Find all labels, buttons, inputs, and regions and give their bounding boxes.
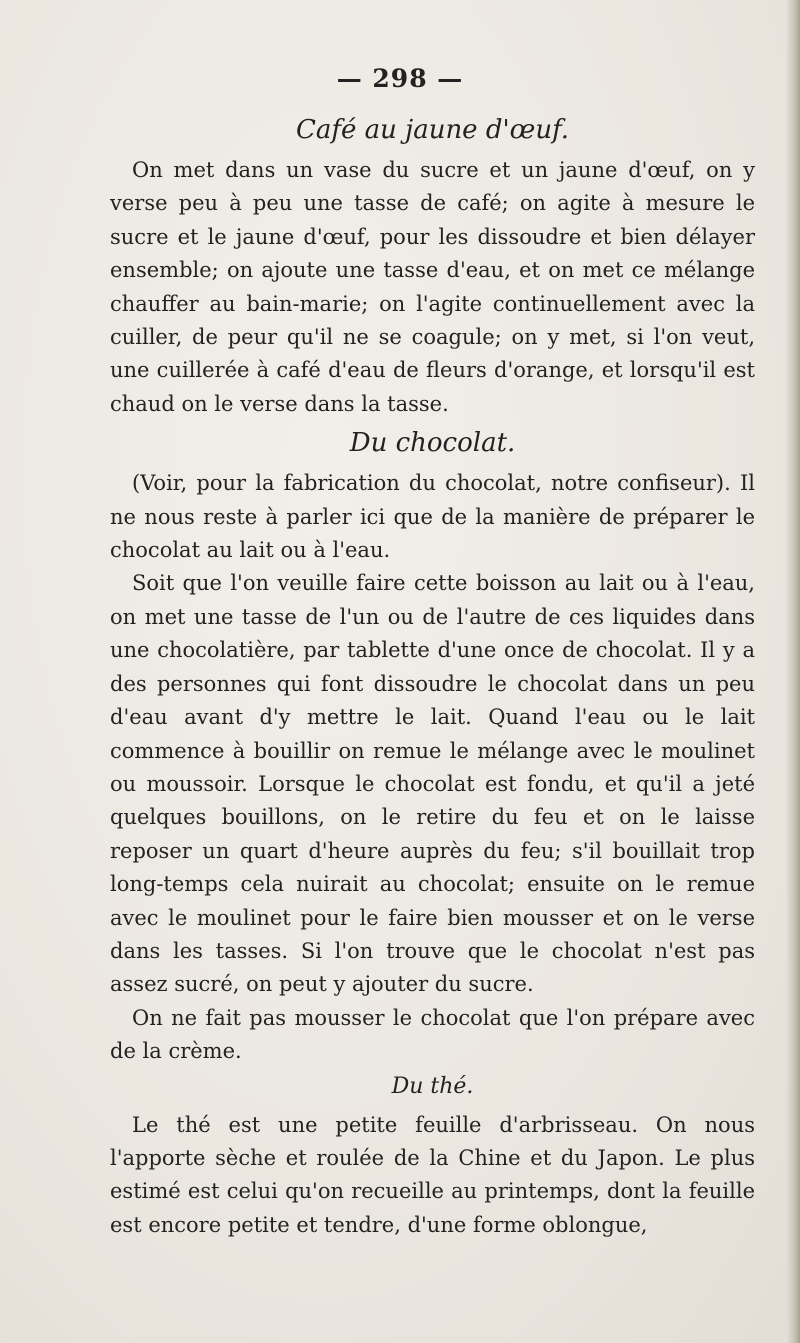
section-cafe-jaune-oeuf [110, 112, 755, 421]
page-body [110, 112, 755, 1242]
paragraph: (Voir, pour la fabrication du chocolat, notre confiseur). Il ne nous reste à parler ici que de la manière de préparer le chocolat au lait ou à l'eau. [110, 471, 755, 563]
heading-the: Du thé. [391, 1073, 474, 1099]
section-chocolat [110, 425, 755, 1068]
page-edge [786, 0, 800, 1343]
heading-chocolat: Du chocolat. [349, 428, 516, 459]
page-number: — 298 — [336, 64, 464, 93]
paragraph: Le thé est une petite feuille d'arbrisseau. On nous l'apporte sèche et roulée de la Chine et du Japon. Le plus estimé est celui qu'on recueille au printemps, dont la feuille est encore petite et tendre, d'une forme oblongue, [110, 1112, 755, 1237]
heading-cafe-jaune-oeuf: Café au jaune d'œuf. [295, 115, 570, 145]
paragraph: On ne fait pas mousser le chocolat que l'on prépare avec de la crème. [110, 1005, 755, 1064]
paragraph: On met dans un vase du sucre et un jaune d'œuf, on y verse peu à peu une tasse de café; on agite à mesure le sucre et le jaune d'œuf, pour les dissoudre et bien délayer ensemble; on ajoute une tasse d'eau, et on met ce mélange chauffer au bain-marie; on l'agite continuellement avec la cuiller, de peur qu'il ne se coagule; on y met, si l'on veut, une cuillerée à café d'eau de fleurs d'orange, et lorsqu'il est chaud on le verse dans la tasse. [110, 158, 755, 416]
paragraph: Soit que l'on veuille faire cette boisson au lait ou à l'eau, on met une tasse de l'un ou de l'autre de ces liquides dans une chocolatière, par tablette d'une once de chocolat. Il y a des personnes qui font dissoudre le chocolat dans un peu d'eau avant d'y mettre le lait. Quand l'eau ou le lait commence à bouillir on remue le mélange avec le moulinet ou moussoir. Lorsque le chocolat est fondu, et qu'il a jeté quelques bouillons, on le retire du feu et on le laisse reposer un quart d'heure auprès du feu; s'il bouillait trop long-temps cela nuirait au chocolat; ensuite on le remue avec le moulinet pour le faire bien mousser et on le verse dans les tasses. Si l'on trouve que le chocolat n'est pas assez sucré, on peut y ajouter du sucre. [110, 571, 755, 997]
section-the [110, 1069, 755, 1243]
